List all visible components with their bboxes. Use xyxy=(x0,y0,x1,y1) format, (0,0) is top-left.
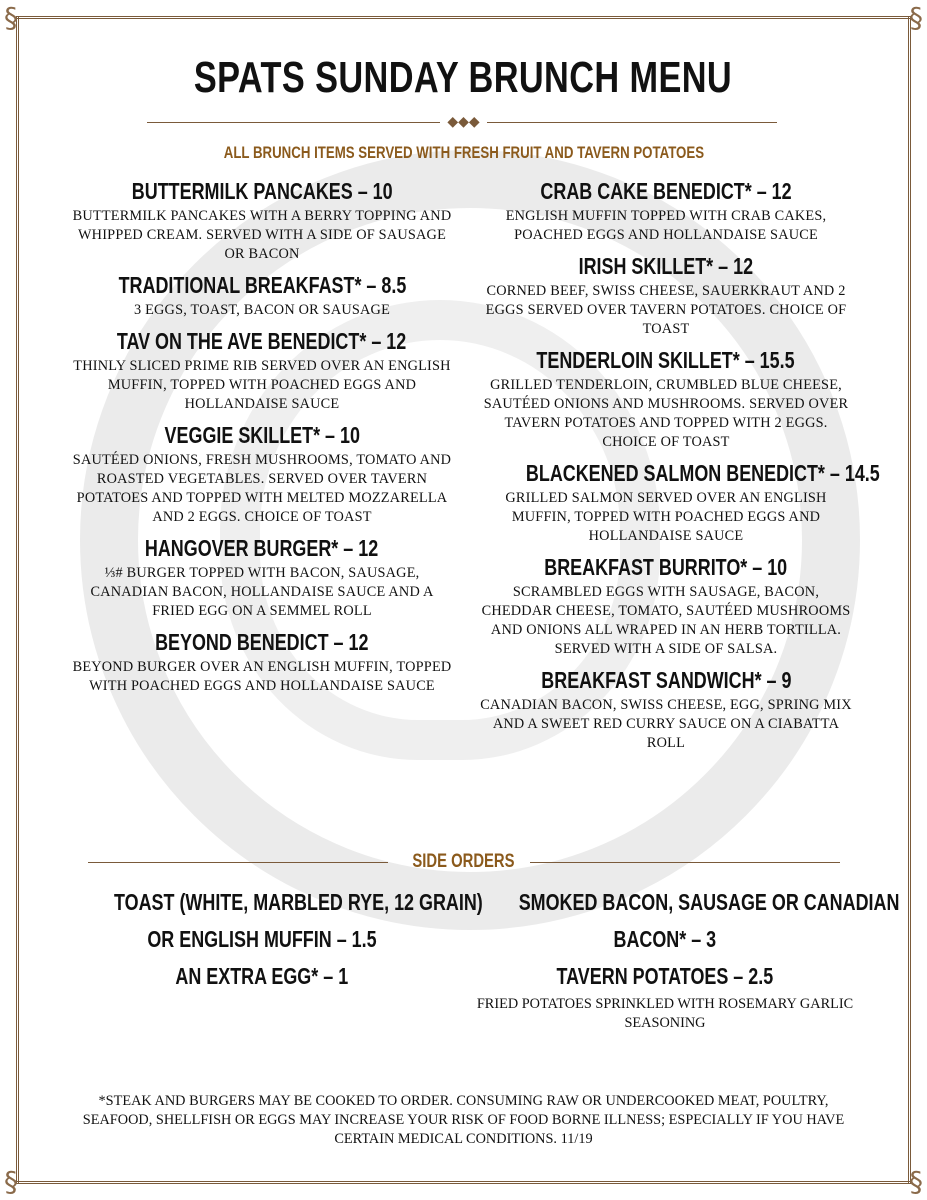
menu-item-name: TENDERLOIN SKILLET* – 15.5 xyxy=(536,347,796,373)
corner-ornament-top-left: § xyxy=(4,1,18,34)
menu-item-description: BEYOND BURGER OVER AN ENGLISH MUFFIN, TOPPED WITH POACHED EGGS AND HOLLANDAISE SAUCE xyxy=(72,659,452,694)
side-order-description: FRIED POTATOES SPRINKLED WITH ROSEMARY GARLIC SEASONING xyxy=(476,996,854,1031)
menu-item-name: IRISH SKILLET* – 12 xyxy=(578,253,754,279)
menu-item-description: ⅓# BURGER TOPPED WITH BACON, SAUSAGE, CANADIAN BACON, HOLLANDAISE SAUCE AND A FRIED EGG ON A SEMMEL ROLL xyxy=(90,565,434,619)
menu-item-description: CORNED BEEF, SWISS CHEESE, SAUERKRAUT AND 2 EGGS SERVED OVER TAVERN POTATOES. CHOICE OF TOAST xyxy=(485,283,847,337)
menu-item xyxy=(72,272,452,320)
menu-item-name: BLACKENED SALMON BENEDICT* – 14.5 xyxy=(525,460,880,486)
menu-item xyxy=(476,253,856,339)
menu-item-name: VEGGIE SKILLET* – 10 xyxy=(164,422,360,448)
corner-ornament-bottom-left: § xyxy=(4,1165,18,1198)
side-order-line: OR ENGLISH MUFFIN – 1.5 xyxy=(147,926,377,952)
menu-item-description: CANADIAN BACON, SWISS CHEESE, EGG, SPRING MIX AND A SWEET RED CURRY SAUCE ON A CIABATTA ROLL xyxy=(480,697,852,751)
menu-item-name: BUTTERMILK PANCAKES – 10 xyxy=(131,178,393,204)
menu-item-description: THINLY SLICED PRIME RIB SERVED OVER AN ENGLISH MUFFIN, TOPPED WITH POACHED EGGS AND HOLLANDAISE SAUCE xyxy=(73,358,451,412)
menu-item-name: BREAKFAST SANDWICH* – 9 xyxy=(540,667,792,693)
menu-item-name: BREAKFAST BURRITO* – 10 xyxy=(544,554,788,580)
menu-item-name: BEYOND BENEDICT – 12 xyxy=(155,629,369,655)
menu-title: SPATS SUNDAY BRUNCH MENU xyxy=(194,53,733,102)
side-orders-right xyxy=(465,884,900,1033)
footnote-disclaimer: *STEAK AND BURGERS MAY BE COOKED TO ORDER. CONSUMING RAW OR UNDERCOOKED MEAT, POULTRY, SEAFOOD, SHELLFISH OR EGGS MAY INCREASE YOUR RISK OF FOOD BORNE ILLNESS; ESPECIALLY IF YOU HAVE CERTAIN MEDICAL CONDITIONS. 11/19 xyxy=(82,1093,845,1147)
corner-ornament-bottom-right: § xyxy=(909,1165,923,1198)
side-orders-heading: SIDE ORDERS xyxy=(412,851,515,872)
side-orders-left xyxy=(62,884,483,995)
menu-item xyxy=(72,629,452,696)
menu-item-description: SAUTÉED ONIONS, FRESH MUSHROOMS, TOMATO AND ROASTED VEGETABLES. SERVED OVER TAVERN POTATOES AND TOPPED WITH MELTED MOZZARELLA AND 2 EGGS. CHOICE OF TOAST xyxy=(72,452,452,525)
menu-item xyxy=(72,535,452,621)
menu-item-name: CRAB CAKE BENEDICT* – 12 xyxy=(540,178,792,204)
menu-subtitle: ALL BRUNCH ITEMS SERVED WITH FRESH FRUIT AND TAVERN POTATOES xyxy=(223,143,704,162)
corner-ornament-top-right: § xyxy=(909,1,923,34)
menu-item xyxy=(72,422,452,527)
menu-item-name: HANGOVER BURGER* – 12 xyxy=(145,535,379,561)
right-menu-column xyxy=(476,178,880,761)
left-menu-column xyxy=(72,178,452,704)
menu-item-description: SCRAMBLED EGGS WITH SAUSAGE, BACON, CHEDDAR CHEESE, TOMATO, SAUTÉED MUSHROOMS AND ONIONS ALL WRAPED IN AN HERB TORTILLA. SERVED WITH A SIDE OF SALSA. xyxy=(481,584,851,657)
menu-item xyxy=(72,178,452,264)
menu-item xyxy=(476,667,856,753)
menu-item-name: TAV ON THE AVE BENEDICT* – 12 xyxy=(117,328,407,354)
side-order-line: SMOKED BACON, SAUSAGE OR CANADIAN xyxy=(518,889,900,915)
side-order-line: AN EXTRA EGG* – 1 xyxy=(175,963,349,989)
side-order-line: BACON* – 3 xyxy=(613,926,717,952)
menu-item-description: GRILLED SALMON SERVED OVER AN ENGLISH MUFFIN, TOPPED WITH POACHED EGGS AND HOLLANDAISE SAUCE xyxy=(505,490,827,544)
menu-item xyxy=(476,347,856,452)
menu-item xyxy=(476,460,880,546)
menu-item-description: 3 EGGS, TOAST, BACON OR SAUSAGE xyxy=(133,302,391,318)
menu-item-name: TRADITIONAL BREAKFAST* – 8.5 xyxy=(118,272,406,298)
menu-item xyxy=(476,178,856,245)
menu-item-description: GRILLED TENDERLOIN, CRUMBLED BLUE CHEESE, SAUTÉED ONIONS AND MUSHROOMS. SERVED OVER TAVERN POTATOES AND TOPPED WITH 2 EGGS. CHOICE OF TOAST xyxy=(483,377,849,450)
diamond-ornament-icon: ◆◆◆ xyxy=(440,112,487,132)
menu-item-description: BUTTERMILK PANCAKES WITH A BERRY TOPPING AND WHIPPED CREAM. SERVED WITH A SIDE OF SAUSAGE OR BACON xyxy=(72,208,452,262)
side-order-line: TOAST (WHITE, MARBLED RYE, 12 GRAIN) xyxy=(114,889,483,915)
side-order-line: TAVERN POTATOES – 2.5 xyxy=(556,963,774,989)
menu-item-description: ENGLISH MUFFIN TOPPED WITH CRAB CAKES, POACHED EGGS AND HOLLANDAISE SAUCE xyxy=(505,208,827,243)
menu-item xyxy=(72,328,452,414)
menu-item xyxy=(476,554,856,659)
